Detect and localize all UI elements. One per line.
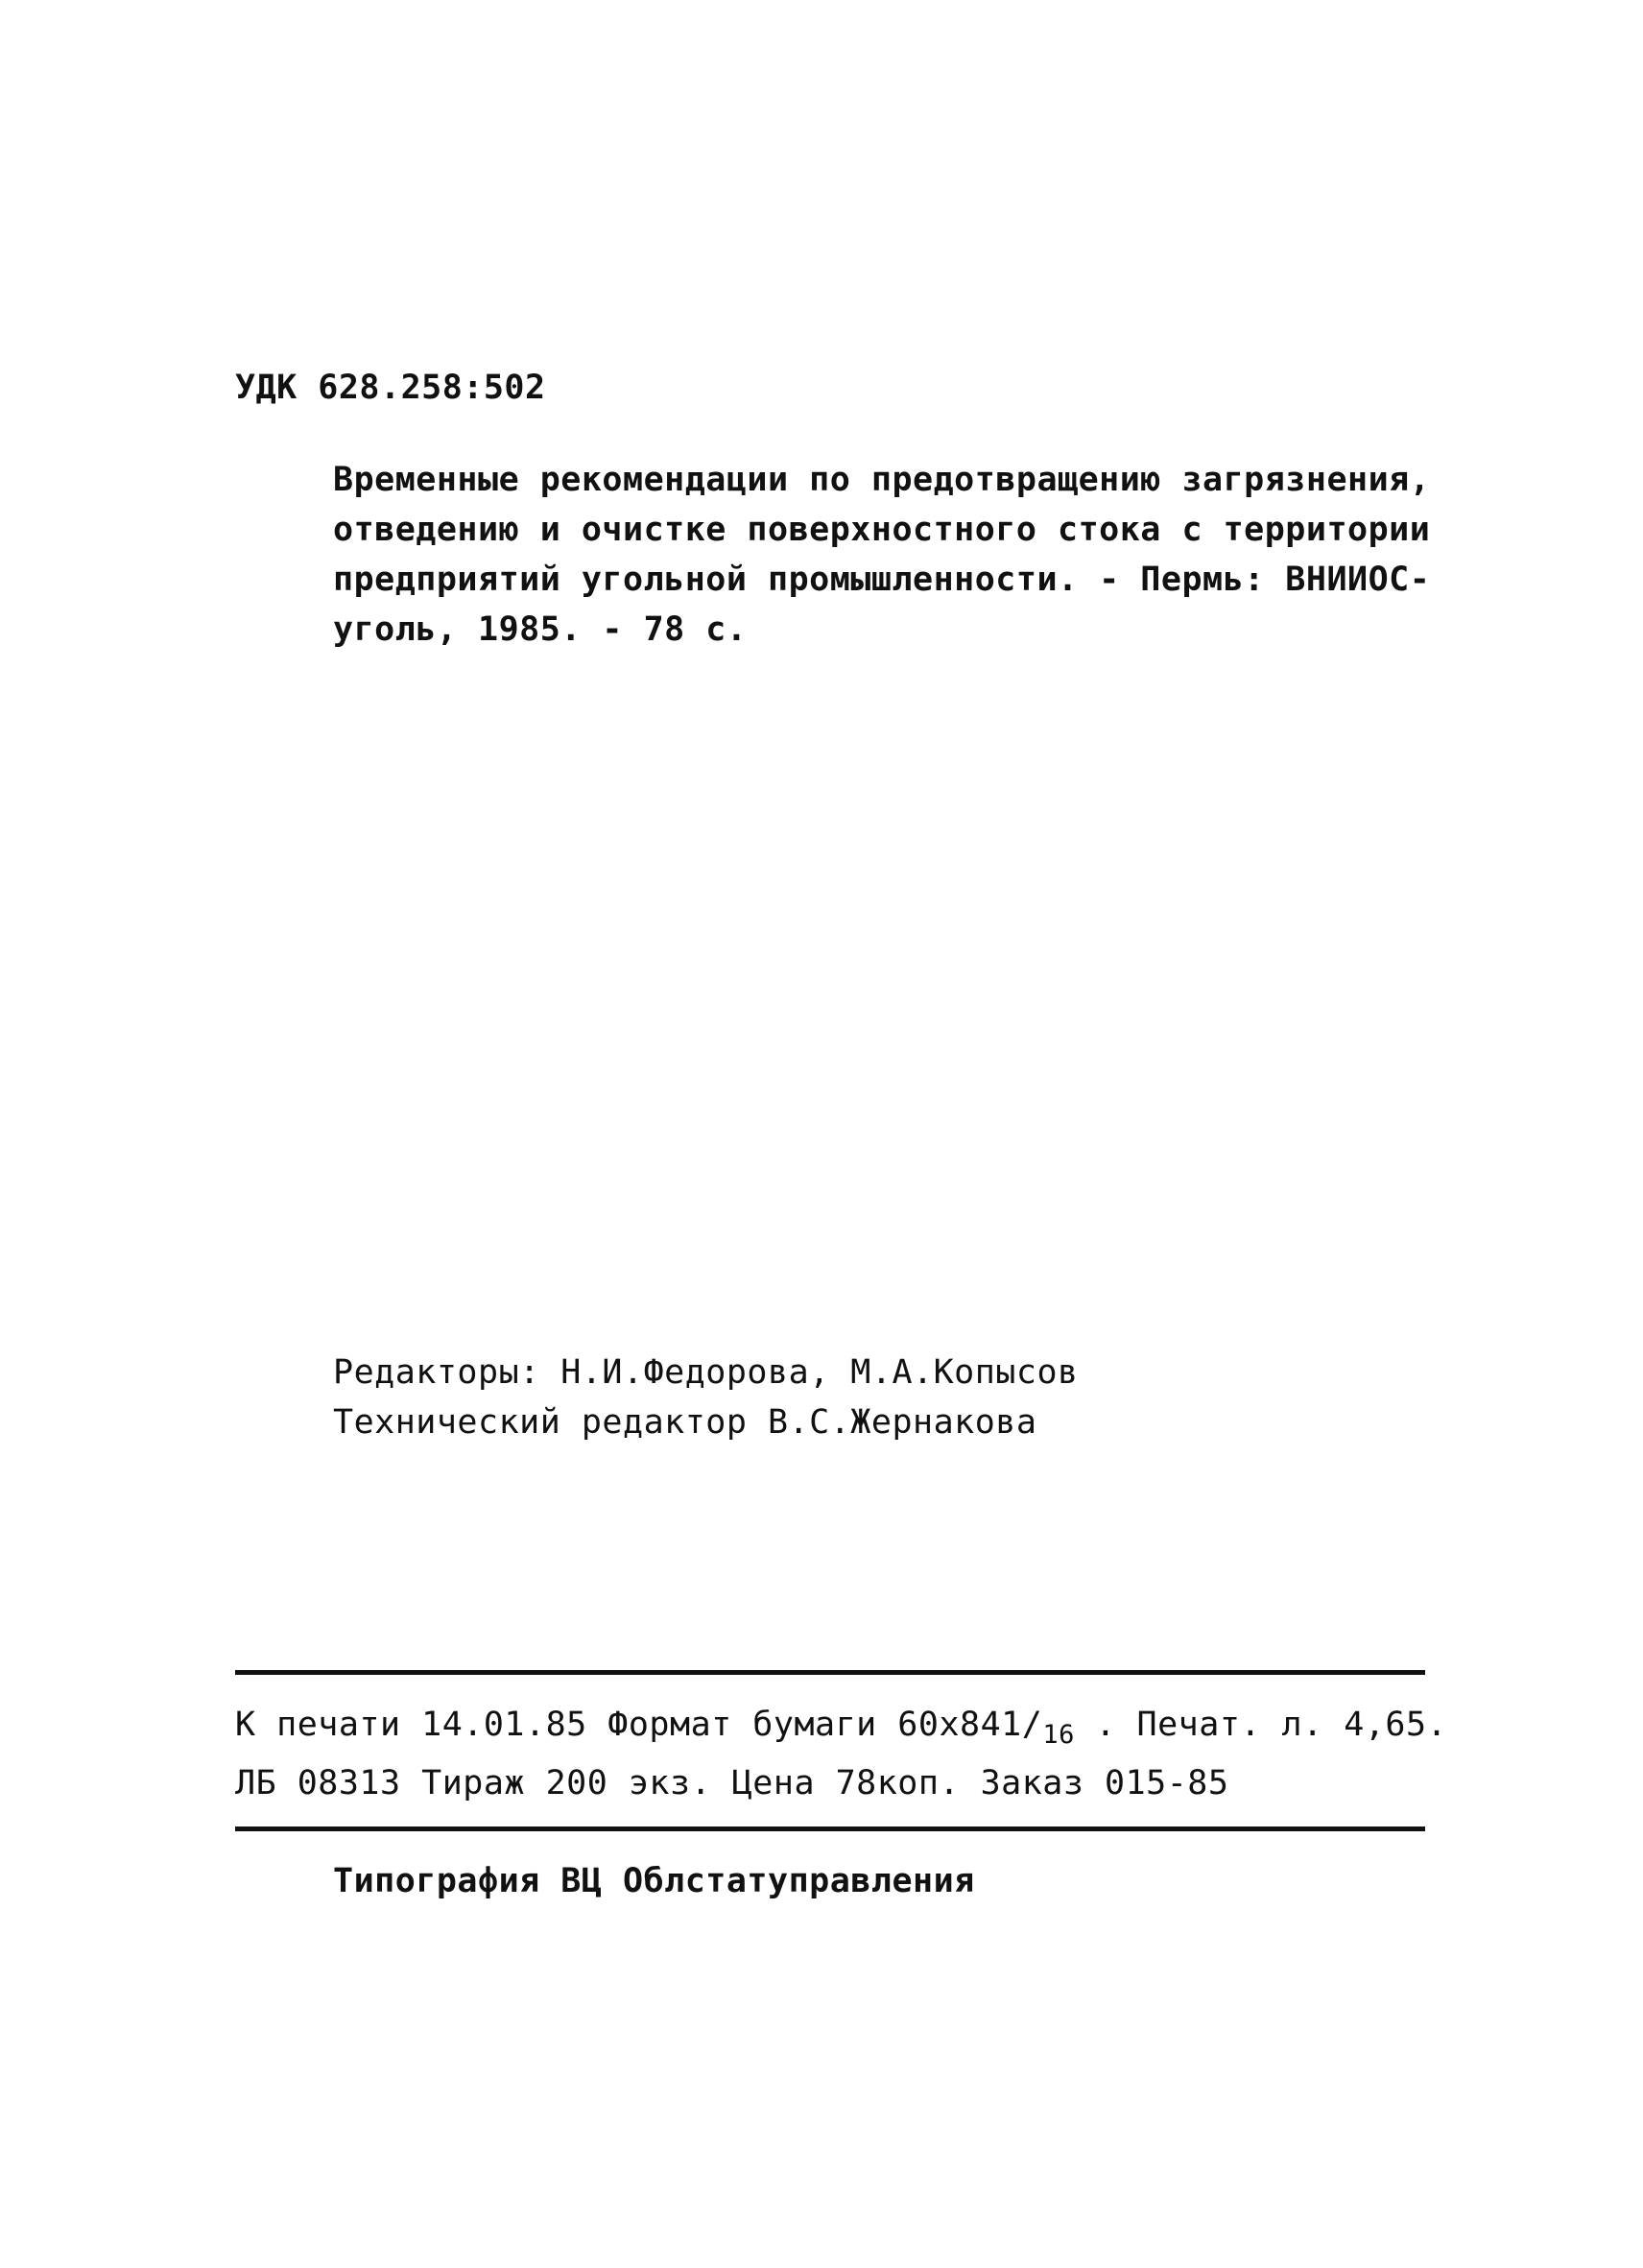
abstract-line: Временные рекомендации по предотвращению загрязнения, xyxy=(333,461,1431,499)
printer-name: Типография ВЦ Облстатуправления xyxy=(333,1862,975,1900)
abstract-line: предприятий угольной промышленности. - Пермь: ВНИИОС- xyxy=(333,561,1431,599)
imprint-line-1-main: К печати 14.01.85 Формат бумаги 60х841/ xyxy=(235,1706,1043,1744)
abstract-line: отведению и очистке поверхностного стока с территории xyxy=(333,511,1431,549)
imprint-format-subscript: 16 xyxy=(1042,1720,1075,1750)
imprint-line-1 xyxy=(235,1704,1447,1749)
udc-code: УДК 628.258:502 xyxy=(235,369,546,407)
abstract-line: уголь, 1985. - 78 с. xyxy=(333,610,748,649)
top-rule xyxy=(235,1670,1425,1675)
technical-editor-line: Технический редактор В.С.Жернакова xyxy=(333,1403,1037,1442)
imprint-line-2: ЛБ 08313 Тираж 200 экз. Цена 78коп. Заказ 015-85 xyxy=(235,1764,1229,1802)
imprint-line-1-end: . Печат. л. 4,65. xyxy=(1074,1706,1448,1744)
bottom-rule xyxy=(235,1826,1425,1831)
editors-line: Редакторы: Н.И.Федорова, М.А.Копысов xyxy=(333,1353,1079,1392)
